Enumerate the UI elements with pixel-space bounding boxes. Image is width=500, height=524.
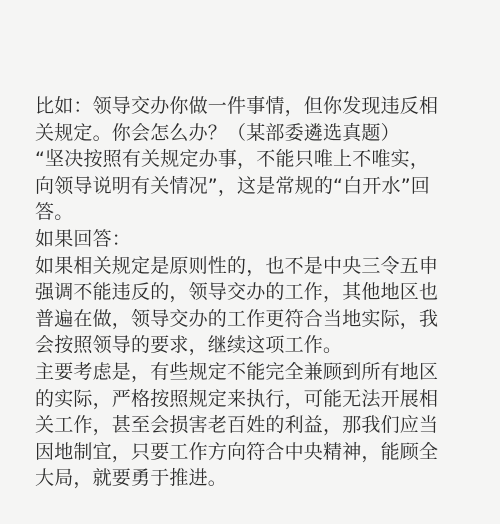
- article-line: 会按照领导的要求，继续这项工作。: [35, 334, 343, 357]
- article-line: 答。: [35, 201, 74, 224]
- article-line: 大局，就要勇于推进。: [35, 467, 228, 490]
- article-line: 向领导说明有关情况”，这是常规的“白开水”回: [35, 174, 430, 197]
- article-line: 因地制宜，只要工作方向符合中央精神，能顾全: [35, 440, 439, 463]
- article-line: “坚决按照有关规定办事，不能只唯上不唯实，: [35, 148, 430, 171]
- article-line: 的实际，严格按照规定来执行，可能无法开展相: [35, 387, 439, 410]
- article-line: 如果相关规定是原则性的，也不是中央三令五申: [35, 254, 439, 277]
- article-line: 如果回答：: [35, 227, 132, 250]
- article-line: 比如：领导交办你做一件事情，但你发现违反相: [35, 95, 439, 117]
- article-line: 普遍在做，领导交办的工作更符合当地实际，我: [35, 307, 439, 330]
- article-body: [35, 93, 475, 492]
- article-line: 强调不能违反的，领导交办的工作，其他地区也: [35, 281, 439, 304]
- article-line: 主要考虑是，有些规定不能完全兼顾到所有地区: [35, 360, 439, 383]
- article-line: 关规定。你会怎么办？（某部委遴选真题）: [35, 121, 400, 144]
- article-line: 关工作，甚至会损害老百姓的利益，那我们应当: [35, 414, 439, 437]
